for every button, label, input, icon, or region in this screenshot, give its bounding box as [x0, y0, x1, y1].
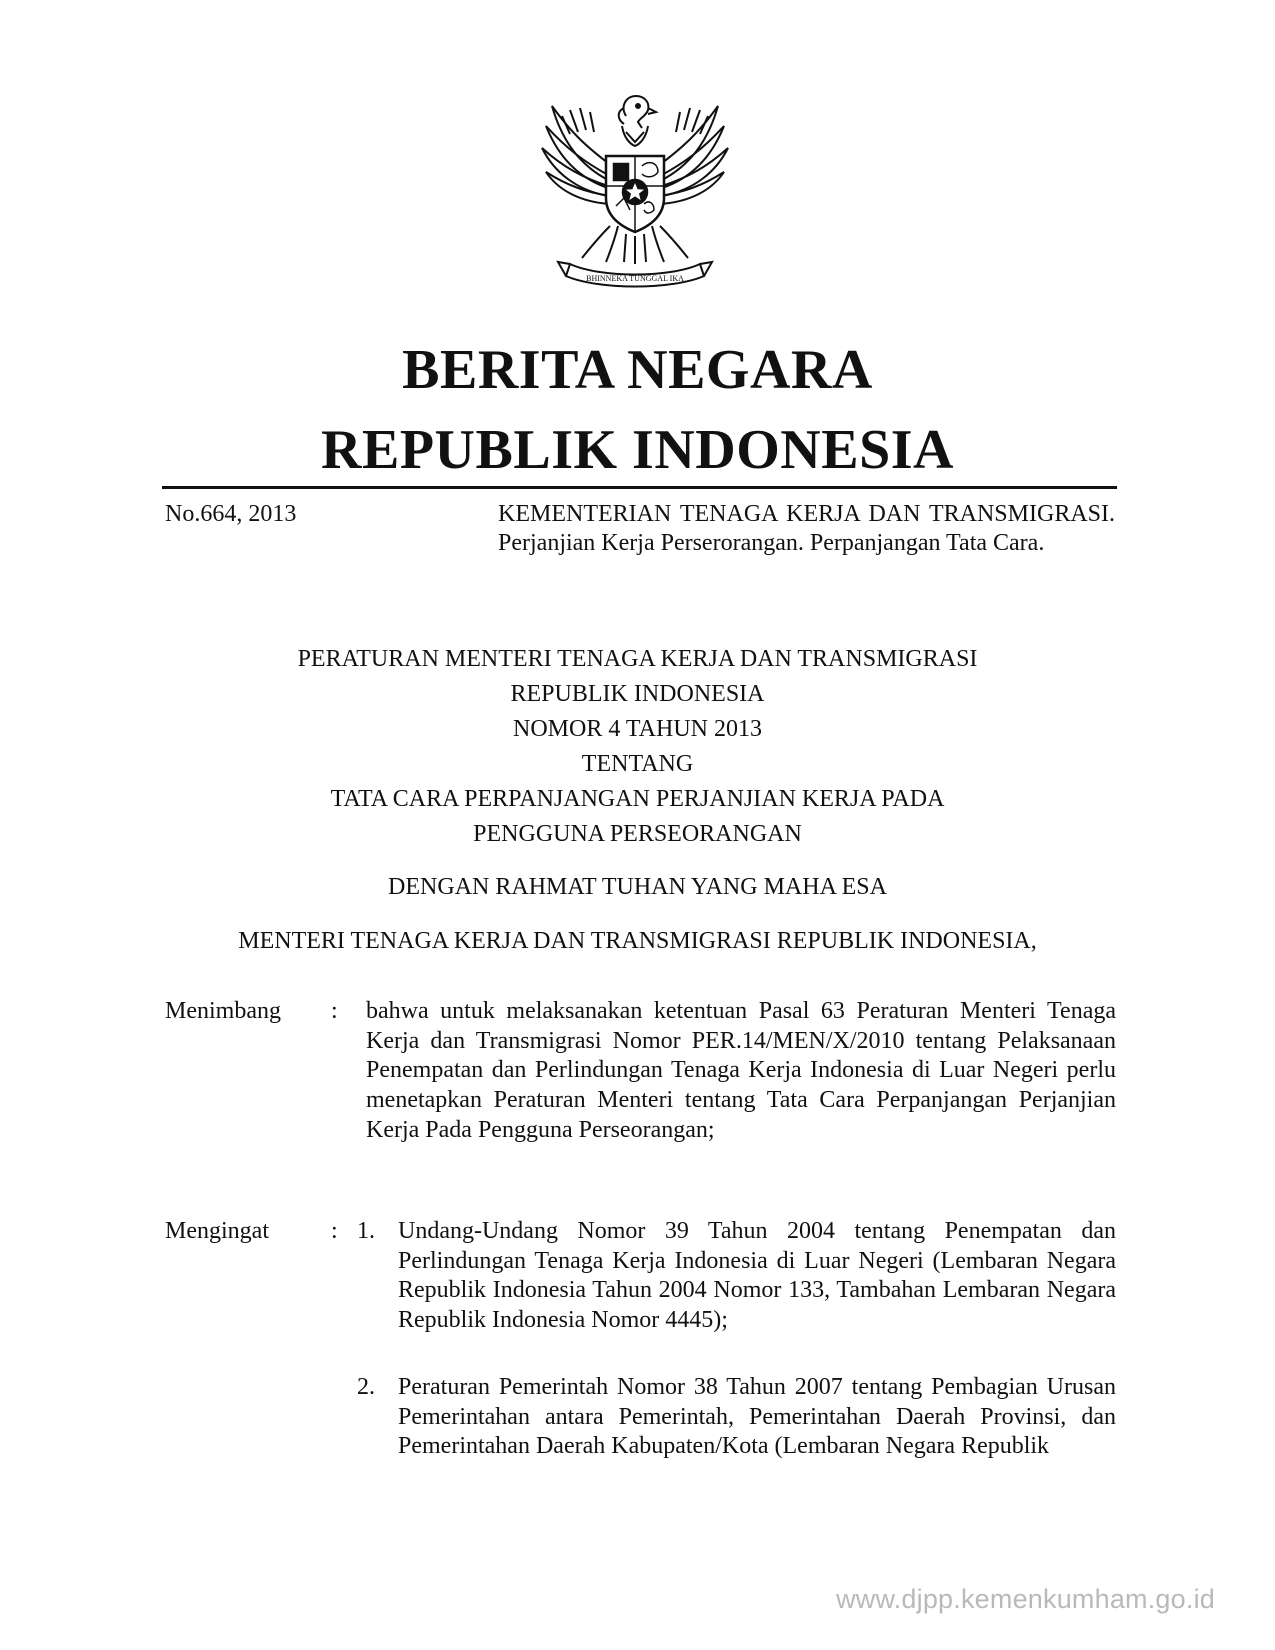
- svg-text:BHINNEKA TUNGGAL IKA: BHINNEKA TUNGGAL IKA: [586, 274, 684, 283]
- mengingat-item-number: 2.: [357, 1374, 375, 1400]
- masthead-title-line2: REPUBLIK INDONESIA: [321, 419, 954, 481]
- garuda-emblem-icon: [540, 86, 730, 291]
- masthead-title-line1: BERITA NEGARA: [402, 339, 873, 401]
- mengingat-item-text: Undang-Undang Nomor 39 Tahun 2004 tentang Penempatan dan Perlindungan Tenaga Kerja Indonesia di Luar Negeri (Lembaran Negara Republik Indonesia Tahun 2004 Nomor 133, Tambahan Lembaran Negara Republik Indonesia Nomor 4445);: [398, 1218, 1116, 1334]
- menimbang-colon: :: [331, 998, 338, 1024]
- title-line: NOMOR 4 TAHUN 2013: [513, 716, 762, 742]
- title-line: PERATURAN MENTERI TENAGA KERJA DAN TRANSMIGRASI: [297, 646, 978, 672]
- source-watermark: www.djpp.kemenkumham.go.id: [836, 1584, 1215, 1614]
- mengingat-label: Mengingat: [165, 1218, 269, 1244]
- title-line: TATA CARA PERPANJANGAN PERJANJIAN KERJA PADA: [330, 786, 945, 812]
- issuing-authority-line: MENTERI TENAGA KERJA DAN TRANSMIGRASI REPUBLIK INDONESIA,: [238, 928, 1037, 954]
- invocation-line: DENGAN RAHMAT TUHAN YANG MAHA ESA: [388, 874, 887, 900]
- mengingat-item-text: Peraturan Pemerintah Nomor 38 Tahun 2007 tentang Pembagian Urusan Pemerintahan antara Pemerintah, Pemerintahan Daerah Provinsi, dan Pemerintahan Daerah Kabupaten/Kota (Lembaran Negara Republik: [398, 1374, 1116, 1460]
- mengingat-colon: :: [331, 1218, 338, 1244]
- title-line: PENGGUNA PERSEORANGAN: [473, 821, 802, 847]
- regulation-title: [160, 642, 1115, 852]
- issue-number: No.664, 2013: [165, 501, 297, 527]
- menimbang-text: bahwa untuk melaksanakan ketentuan Pasal 63 Peraturan Menteri Tenaga Kerja dan Transmigrasi Nomor PER.14/MEN/X/2010 tentang Pelaksanaan Penempatan dan Perlindungan Tenaga Kerja Indonesia di Luar Negeri perlu menetapkan Peraturan Menteri tentang Tata Cara Perpanjangan Perjanjian Kerja Pada Pengguna Perseorangan;: [366, 998, 1116, 1143]
- menimbang-label: Menimbang: [165, 998, 281, 1024]
- mengingat-item-number: 1.: [357, 1218, 375, 1244]
- issue-summary: KEMENTERIAN TENAGA KERJA DAN TRANSMIGRASI. Perjanjian Kerja Perserorangan. Perpanjangan Tata Cara.: [498, 501, 1115, 556]
- title-line: REPUBLIK INDONESIA: [510, 681, 765, 707]
- masthead-divider: [162, 486, 1117, 489]
- title-line: TENTANG: [581, 751, 694, 777]
